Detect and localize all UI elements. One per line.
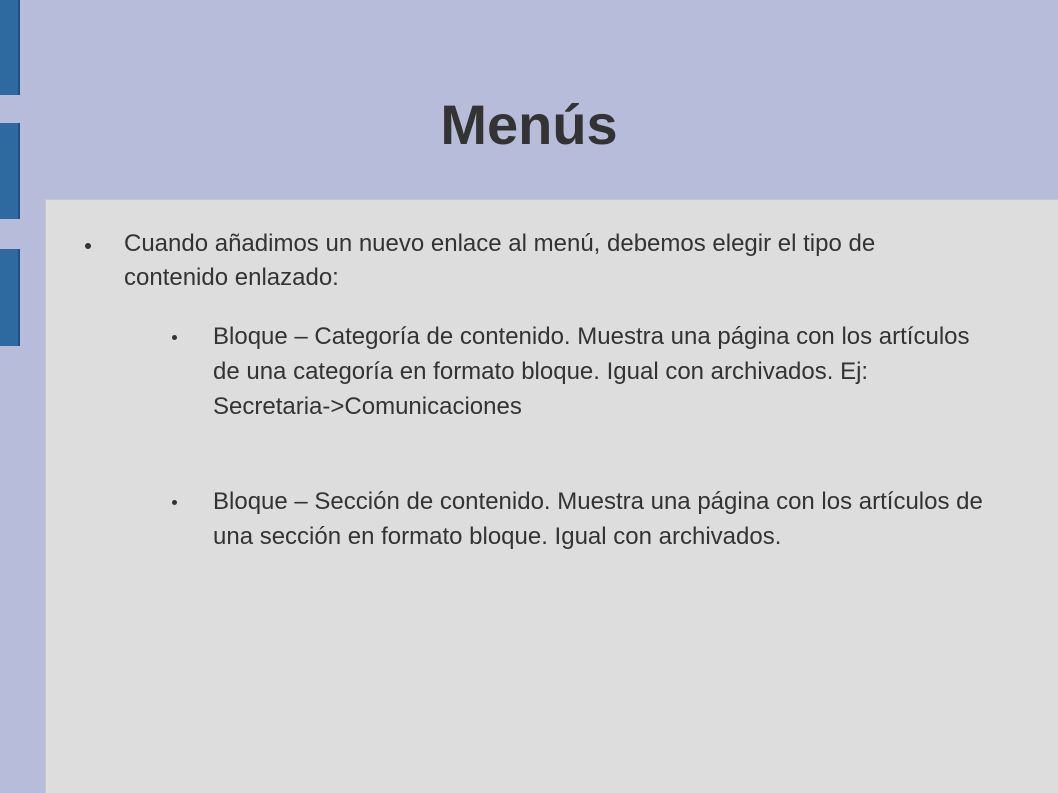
sub-bullet-item — [172, 484, 992, 554]
side-bar-decoration — [0, 249, 20, 346]
sub-bullet-item — [172, 319, 992, 424]
bullet-dot-icon — [172, 500, 177, 505]
slide-title: Menús — [440, 93, 618, 156]
side-bar-decoration — [0, 0, 20, 95]
bullet-dot-icon — [85, 243, 91, 249]
sub-bullet-text: Bloque – Sección de contenido. Muestra una página con los artículos de una sección en formato bloque. Igual con archivados. — [213, 488, 983, 550]
bullet-item — [85, 227, 985, 295]
bullet-dot-icon — [172, 335, 177, 340]
bullet-text: Cuando añadimos un nuevo enlace al menú, debemos elegir el tipo de contenido enlazado: — [124, 230, 876, 291]
sub-bullet-text: Bloque – Categoría de contenido. Muestra una página con los artículos de una categoría en formato bloque. Igual con archivados. Ej: Secretaria->Comunicaciones — [213, 323, 970, 420]
